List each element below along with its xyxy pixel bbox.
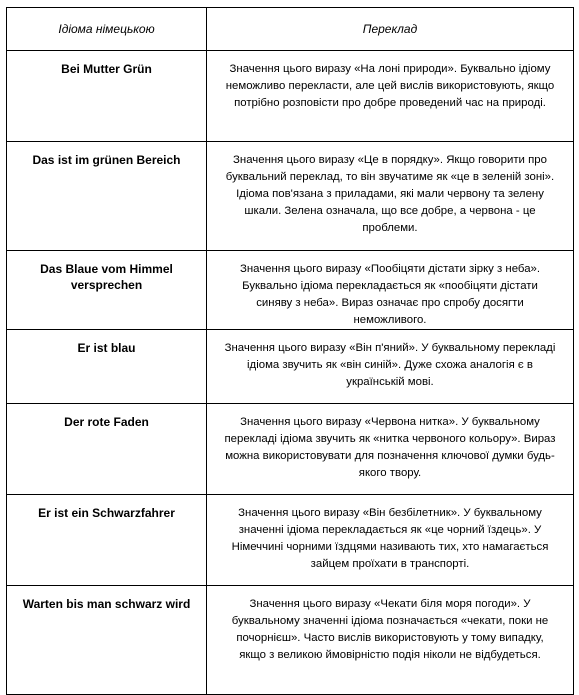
- table-row: [7, 251, 574, 330]
- translation-cell: Значення цього виразу «Чекати біля моря погоди». У буквальному значенні ідіома позначається «чекати, поки не почорнієш». Часто вислів використовують у тому випадку, якщо з великою ймовірністю подія ніколи не відбудеться.: [207, 586, 574, 695]
- idiom-cell: Bei Mutter Grün: [7, 51, 207, 142]
- translation-cell: Значення цього виразу «Він п'яний». У буквальному перекладі ідіома звучить як «він синій». Дуже схожа аналогія є в українській мові.: [207, 330, 574, 404]
- header-translation: Переклад: [207, 8, 574, 51]
- table-row: [7, 495, 574, 586]
- translation-cell: Значення цього виразу «Червона нитка». У буквальному перекладі ідіома звучить як «нитка червоного кольору». Вираз можна використовувати для позначення ключової думки будь-якого твору.: [207, 404, 574, 495]
- table-row: [7, 142, 574, 251]
- idiom-cell: Das ist im grünen Bereich: [7, 142, 207, 251]
- header-idiom: Ідіома німецькою: [7, 8, 207, 51]
- table-row: [7, 330, 574, 404]
- translation-cell: Значення цього виразу «Він безбілетник». У буквальному значенні ідіома перекладається як «це чорний їздець». У Німеччині чорними їздцями називають тих, хто намагається зайцем проїхати в транспорті.: [207, 495, 574, 586]
- idiom-cell: Er ist ein Schwarzfahrer: [7, 495, 207, 586]
- idiom-cell: Er ist blau: [7, 330, 207, 404]
- table-row: [7, 586, 574, 695]
- translation-cell: Значення цього виразу «Це в порядку». Якщо говорити про буквальний переклад, то він звучатиме як «це в зеленій зоні». Ідіома пов'язана з приладами, які мали червону та зелену шкали. Зелена означала, що все добре, а червона - це проблеми.: [207, 142, 574, 251]
- idiom-cell: Der rote Faden: [7, 404, 207, 495]
- table-row: [7, 51, 574, 142]
- translation-cell: Значення цього виразу «На лоні природи». Буквально ідіому неможливо перекласти, але цей вислів використовують, якщо потрібно розповісти про добре проведений час на природі.: [207, 51, 574, 142]
- idiom-cell: Warten bis man schwarz wird: [7, 586, 207, 695]
- table-header-row: [7, 8, 574, 51]
- idiom-cell: Das Blaue vom Himmel versprechen: [7, 251, 207, 330]
- translation-cell: Значення цього виразу «Пообіцяти дістати зірку з неба». Буквально ідіома перекладається як «пообіцяти дістати синяву з неба». Вираз означає про спробу досягти неможливого.: [207, 251, 574, 330]
- idioms-table: [6, 7, 574, 695]
- table-row: [7, 404, 574, 495]
